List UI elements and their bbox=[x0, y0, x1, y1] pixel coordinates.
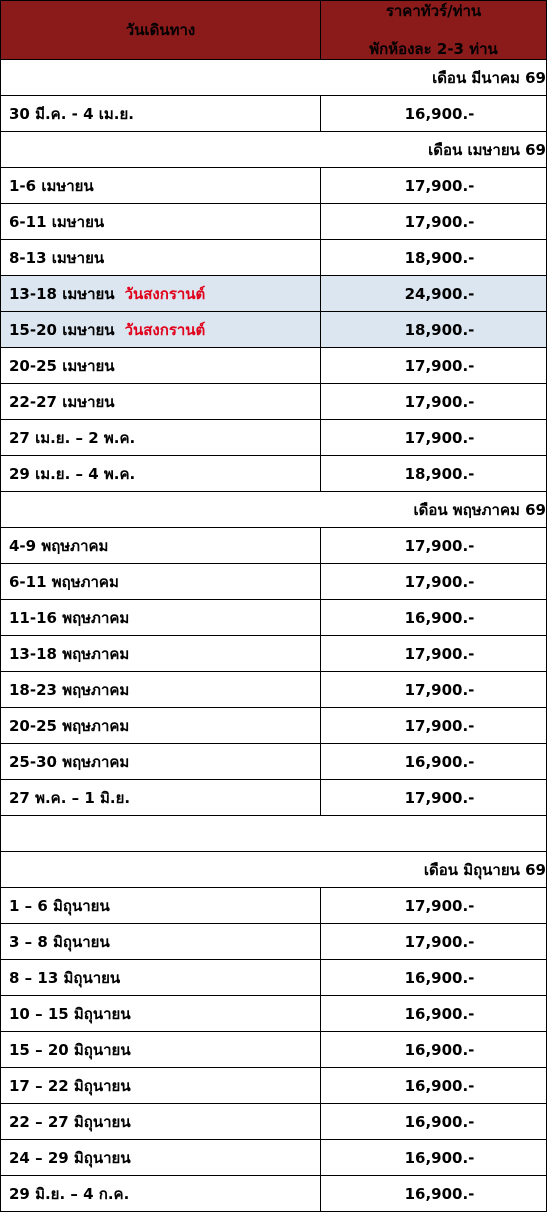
date-cell bbox=[1, 1140, 321, 1176]
travel-date: 8-13 เมษายน bbox=[9, 248, 105, 267]
price-cell: 17,900.- bbox=[321, 348, 547, 384]
travel-date: 27 พ.ค. – 1 มิ.ย. bbox=[9, 788, 131, 807]
date-cell bbox=[1, 1068, 321, 1104]
price-cell: 18,900.- bbox=[321, 312, 547, 348]
travel-date: 4-9 พฤษภาคม bbox=[9, 536, 109, 555]
price-cell: 17,900.- bbox=[321, 384, 547, 420]
table-header-row bbox=[1, 1, 547, 60]
table-row bbox=[1, 96, 547, 132]
date-cell bbox=[1, 708, 321, 744]
price-cell: 16,900.- bbox=[321, 1104, 547, 1140]
price-cell: 16,900.- bbox=[321, 1032, 547, 1068]
date-cell bbox=[1, 564, 321, 600]
section-gap-cell bbox=[1, 816, 547, 852]
table-row bbox=[1, 168, 547, 204]
date-cell bbox=[1, 636, 321, 672]
travel-date: 10 – 15 มิถุนายน bbox=[9, 1004, 131, 1023]
table-row bbox=[1, 708, 547, 744]
travel-date: 13-18 พฤษภาคม bbox=[9, 644, 130, 663]
header-price-line1: ราคาทัวร์/ท่าน bbox=[385, 2, 482, 20]
month-label: เดือน พฤษภาคม 69 bbox=[1, 492, 547, 528]
date-cell bbox=[1, 276, 321, 312]
price-cell: 16,900.- bbox=[321, 744, 547, 780]
travel-date: 1-6 เมษายน bbox=[9, 176, 94, 195]
date-cell bbox=[1, 672, 321, 708]
date-cell bbox=[1, 888, 321, 924]
price-cell: 16,900.- bbox=[321, 1176, 547, 1212]
travel-date: 22 – 27 มิถุนายน bbox=[9, 1112, 131, 1131]
table-row bbox=[1, 744, 547, 780]
travel-date: 22-27 เมษายน bbox=[9, 392, 115, 411]
table-row bbox=[1, 384, 547, 420]
travel-date: 6-11 พฤษภาคม bbox=[9, 572, 119, 591]
price-cell: 17,900.- bbox=[321, 780, 547, 816]
date-cell bbox=[1, 168, 321, 204]
date-cell bbox=[1, 1032, 321, 1068]
table-row bbox=[1, 780, 547, 816]
travel-date: 24 – 29 มิถุนายน bbox=[9, 1148, 131, 1167]
price-cell: 16,900.- bbox=[321, 960, 547, 996]
price-table-body bbox=[1, 1, 547, 1212]
travel-date: 15 – 20 มิถุนายน bbox=[9, 1040, 131, 1059]
table-row bbox=[1, 888, 547, 924]
travel-date: 29 มิ.ย. – 4 ก.ค. bbox=[9, 1184, 130, 1203]
table-row bbox=[1, 600, 547, 636]
price-cell: 17,900.- bbox=[321, 204, 547, 240]
date-cell bbox=[1, 204, 321, 240]
travel-date: 27 เม.ย. – 2 พ.ค. bbox=[9, 428, 136, 447]
price-cell: 17,900.- bbox=[321, 420, 547, 456]
price-cell: 17,900.- bbox=[321, 564, 547, 600]
price-cell: 24,900.- bbox=[321, 276, 547, 312]
date-cell bbox=[1, 744, 321, 780]
travel-date: 3 – 8 มิถุนายน bbox=[9, 932, 110, 951]
date-cell bbox=[1, 96, 321, 132]
date-cell bbox=[1, 384, 321, 420]
date-cell bbox=[1, 528, 321, 564]
travel-date: 29 เม.ย. – 4 พ.ค. bbox=[9, 464, 136, 483]
travel-date: 15-20 เมษายน bbox=[9, 320, 115, 339]
date-cell bbox=[1, 600, 321, 636]
price-cell: 16,900.- bbox=[321, 600, 547, 636]
price-cell: 17,900.- bbox=[321, 636, 547, 672]
section-gap bbox=[1, 816, 547, 852]
date-cell bbox=[1, 456, 321, 492]
travel-date: 8 – 13 มิถุนายน bbox=[9, 968, 121, 987]
header-price-line2: พักห้องละ 2-3 ท่าน bbox=[369, 40, 498, 58]
table-row bbox=[1, 924, 547, 960]
table-row bbox=[1, 276, 547, 312]
table-row bbox=[1, 204, 547, 240]
date-cell bbox=[1, 312, 321, 348]
table-row bbox=[1, 1032, 547, 1068]
month-header-row bbox=[1, 60, 547, 96]
price-cell: 16,900.- bbox=[321, 1140, 547, 1176]
price-cell: 17,900.- bbox=[321, 708, 547, 744]
header-price-column bbox=[321, 1, 547, 60]
price-cell: 18,900.- bbox=[321, 456, 547, 492]
month-header-row bbox=[1, 852, 547, 888]
travel-date: 6-11 เมษายน bbox=[9, 212, 105, 231]
travel-date: 1 – 6 มิถุนายน bbox=[9, 896, 110, 915]
holiday-note: วันสงกรานต์ bbox=[124, 284, 206, 303]
table-row bbox=[1, 1068, 547, 1104]
date-cell bbox=[1, 420, 321, 456]
date-cell bbox=[1, 996, 321, 1032]
table-row bbox=[1, 528, 547, 564]
month-label: เดือน เมษายน 69 bbox=[1, 132, 547, 168]
date-cell bbox=[1, 348, 321, 384]
price-cell: 18,900.- bbox=[321, 240, 547, 276]
month-header-row bbox=[1, 492, 547, 528]
price-cell: 16,900.- bbox=[321, 996, 547, 1032]
table-row bbox=[1, 420, 547, 456]
travel-date: 17 – 22 มิถุนายน bbox=[9, 1076, 131, 1095]
date-cell bbox=[1, 240, 321, 276]
price-cell: 17,900.- bbox=[321, 924, 547, 960]
table-row bbox=[1, 960, 547, 996]
month-header-row bbox=[1, 132, 547, 168]
travel-date: 13-18 เมษายน bbox=[9, 284, 115, 303]
travel-date: 20-25 เมษายน bbox=[9, 356, 115, 375]
travel-date: 18-23 พฤษภาคม bbox=[9, 680, 130, 699]
price-cell: 16,900.- bbox=[321, 1068, 547, 1104]
month-label: เดือน มิถุนายน 69 bbox=[1, 852, 547, 888]
date-cell bbox=[1, 960, 321, 996]
table-row bbox=[1, 312, 547, 348]
price-cell: 17,900.- bbox=[321, 528, 547, 564]
table-row bbox=[1, 564, 547, 600]
month-label: เดือน มีนาคม 69 bbox=[1, 60, 547, 96]
price-cell: 17,900.- bbox=[321, 168, 547, 204]
table-row bbox=[1, 1104, 547, 1140]
table-row bbox=[1, 672, 547, 708]
travel-date: 30 มี.ค. - 4 เม.ย. bbox=[9, 104, 134, 123]
travel-date: 11-16 พฤษภาคม bbox=[9, 608, 130, 627]
price-cell: 17,900.- bbox=[321, 888, 547, 924]
price-cell: 17,900.- bbox=[321, 672, 547, 708]
price-cell: 16,900.- bbox=[321, 96, 547, 132]
table-row bbox=[1, 636, 547, 672]
date-cell bbox=[1, 1104, 321, 1140]
table-row bbox=[1, 348, 547, 384]
table-row bbox=[1, 996, 547, 1032]
header-date-column: วันเดินทาง bbox=[1, 1, 321, 60]
date-cell bbox=[1, 1176, 321, 1212]
travel-date: 25-30 พฤษภาคม bbox=[9, 752, 130, 771]
table-row bbox=[1, 456, 547, 492]
date-cell bbox=[1, 924, 321, 960]
table-row bbox=[1, 240, 547, 276]
table-row bbox=[1, 1140, 547, 1176]
travel-date: 20-25 พฤษภาคม bbox=[9, 716, 130, 735]
holiday-note: วันสงกรานต์ bbox=[124, 320, 206, 339]
date-cell bbox=[1, 780, 321, 816]
table-row bbox=[1, 1176, 547, 1212]
